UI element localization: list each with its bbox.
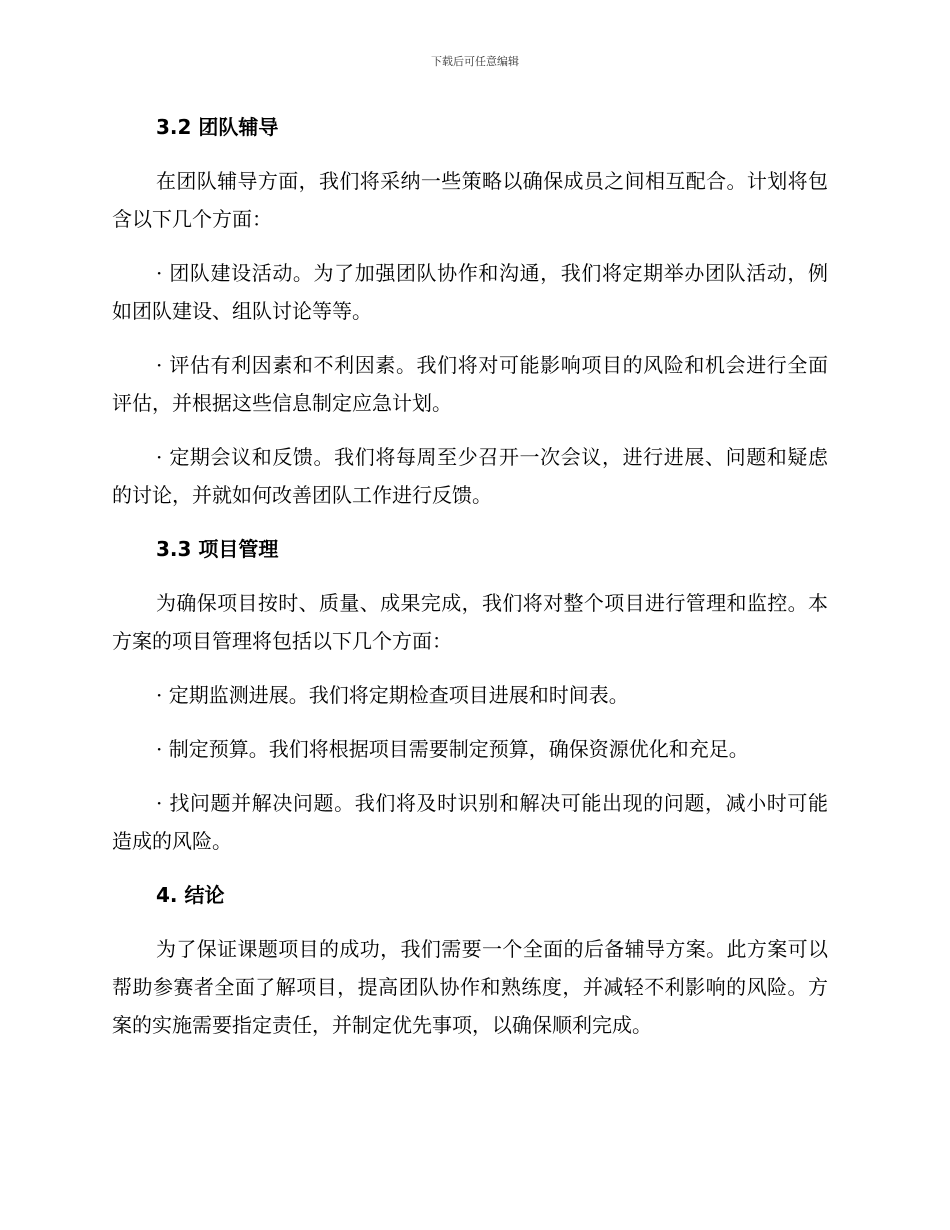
bullet-item: · 定期会议和反馈。我们将每周至少召开一次会议，进行进展、问题和疑虑的讨论，并就如何改善团队工作进行反馈。	[112, 445, 828, 507]
bullet-item: · 定期监测进展。我们将定期检查项目进展和时间表。	[156, 683, 629, 707]
bullet-item: · 制定预算。我们将根据项目需要制定预算，确保资源优化和充足。	[156, 737, 749, 761]
bullet-item: · 找问题并解决问题。我们将及时识别和解决可能出现的问题，减小时可能造成的风险。	[112, 791, 828, 853]
section-heading-3-3: 3.3 项目管理	[156, 537, 279, 561]
header-note: 下载后可任意编辑	[431, 55, 519, 68]
bullet-item: · 团队建设活动。为了加强团队协作和沟通，我们将定期举办团队活动，例如团队建设、组队讨论等等。	[112, 261, 828, 323]
section-heading-4: 4. 结论	[156, 883, 225, 907]
paragraph: 为确保项目按时、质量、成果完成，我们将对整个项目进行管理和监控。本方案的项目管理将包括以下几个方面：	[112, 591, 828, 653]
paragraph: 为了保证课题项目的成功，我们需要一个全面的后备辅导方案。此方案可以帮助参赛者全面了解项目，提高团队协作和熟练度，并减轻不利影响的风险。方案的实施需要指定责任，并制定优先事项，以确保顺利完成。	[112, 937, 828, 1037]
bullet-item: · 评估有利因素和不利因素。我们将对可能影响项目的风险和机会进行全面评估，并根据这些信息制定应急计划。	[112, 353, 828, 415]
paragraph: 在团队辅导方面，我们将采纳一些策略以确保成员之间相互配合。计划将包含以下几个方面：	[112, 169, 828, 231]
section-heading-3-2: 3.2 团队辅导	[156, 115, 279, 139]
document-body	[112, 108, 828, 1060]
